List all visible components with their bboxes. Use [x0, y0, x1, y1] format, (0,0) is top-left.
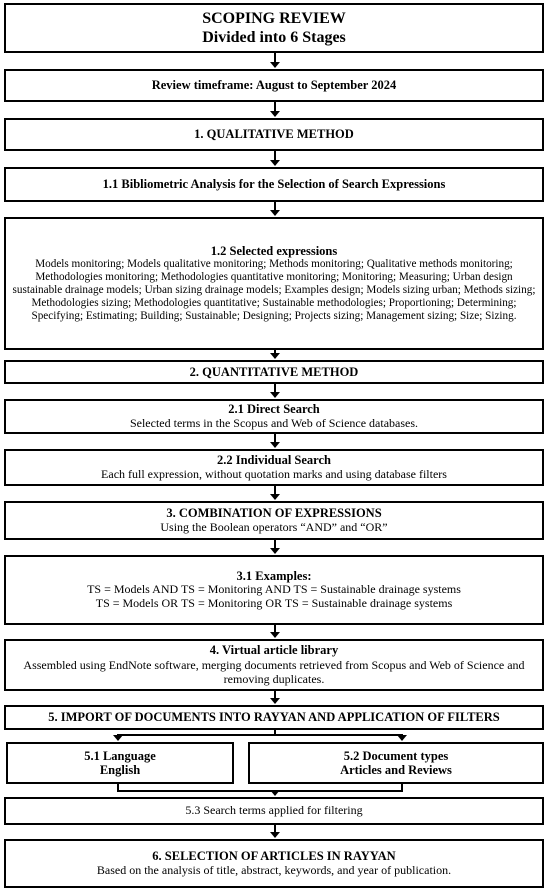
document-types-value: Articles and Reviews [340, 763, 452, 777]
header-subtitle: Divided into 6 Stages [202, 29, 346, 46]
examples-line-1: TS = Models AND TS = Monitoring AND TS = Sustainable drainage systems [87, 582, 461, 597]
document-types-box [248, 742, 544, 784]
search-terms-box [4, 797, 544, 825]
arrow-12a [117, 735, 119, 740]
arrow-4 [274, 202, 276, 215]
language-value: English [99, 763, 141, 777]
arrow-9 [274, 540, 276, 553]
selection-box [4, 839, 544, 888]
virtual-library-title: 4. Virtual article library [209, 643, 339, 658]
arrow-8 [274, 486, 276, 499]
individual-search-box [4, 449, 544, 486]
selected-expressions-list: Models monitoring; Models qualitative monitoring; Methods monitoring; Qualitative methods monitoring; Methodologies monitoring; Methodologies quantitative monitoring; Monitoring; Measuring; Urban design sustainable drainage models; Urban sizing drainage models; Examples design; Models sizing urban; Methods sizing; Methodologies sizing; Methodologies quantitative; Sustainable methodologies; Proportioning; Determining; Specifying; Estimating; Building; Sustainable; Designing; Projects sizing; Management sizing; Size; Sizing. [12, 258, 536, 323]
arrow-11 [274, 691, 276, 703]
arrow-12b [401, 735, 403, 740]
arrow-2 [274, 102, 276, 116]
split-bar [117, 734, 403, 736]
bibliometric-title: 1.1 Bibliometric Analysis for the Selection of Search Expressions [102, 177, 446, 192]
merge-bar [117, 790, 403, 792]
combination-box [4, 501, 544, 540]
timeframe-text: Review timeframe: August to September 2024 [151, 78, 397, 93]
examples-title: 3.1 Examples: [236, 569, 312, 584]
examples-box [4, 555, 544, 625]
direct-search-text: Selected terms in the Scopus and Web of Science databases. [129, 415, 419, 430]
timeframe-box [4, 69, 544, 102]
selection-text: Based on the analysis of title, abstract, keywords, and year of publication. [96, 862, 452, 877]
qualitative-method-title: 1. QUALITATIVE METHOD [194, 127, 354, 142]
quantitative-method-title: 2. QUANTITATIVE METHOD [189, 364, 359, 379]
quantitative-method-box [4, 360, 544, 384]
arrow-5 [274, 350, 276, 358]
import-box [4, 705, 544, 730]
document-types-title: 5.2 Document types [343, 748, 449, 763]
combination-text: Using the Boolean operators “AND” and “OR” [160, 519, 388, 534]
language-title: 5.1 Language [84, 748, 156, 763]
direct-search-title: 2.1 Direct Search [228, 402, 320, 417]
selected-expressions-title: 1.2 Selected expressions [210, 243, 338, 258]
selection-title: 6. SELECTION OF ARTICLES IN RAYYAN [152, 849, 396, 864]
virtual-library-text: Assembled using EndNote software, merging documents retrieved from Scopus and Web of Science and removing duplicates. [23, 657, 525, 687]
arrow-10 [274, 625, 276, 637]
individual-search-title: 2.2 Individual Search [216, 453, 332, 468]
combination-title: 3. COMBINATION OF EXPRESSIONS [166, 506, 382, 521]
arrow-3 [274, 151, 276, 165]
virtual-library-box [4, 639, 544, 691]
arrow-7 [274, 434, 276, 447]
arrow-13 [274, 791, 276, 795]
arrow-14 [274, 825, 276, 837]
selected-expressions-box [4, 217, 544, 350]
examples-line-2: TS = Models OR TS = Monitoring OR TS = Sustainable drainage systems [95, 596, 453, 611]
language-box [6, 742, 234, 784]
arrow-6 [274, 384, 276, 397]
header-title: SCOPING REVIEW [202, 9, 346, 27]
qualitative-method-box [4, 118, 544, 151]
import-title: 5. IMPORT OF DOCUMENTS INTO RAYYAN AND APPLICATION OF FILTERS [48, 710, 500, 725]
search-terms-text: 5.3 Search terms applied for filtering [185, 803, 363, 818]
bibliometric-box [4, 167, 544, 202]
arrow-1 [274, 53, 276, 67]
individual-search-text: Each full expression, without quotation marks and using database filters [101, 466, 447, 481]
direct-search-box [4, 399, 544, 434]
header-box [4, 3, 544, 53]
